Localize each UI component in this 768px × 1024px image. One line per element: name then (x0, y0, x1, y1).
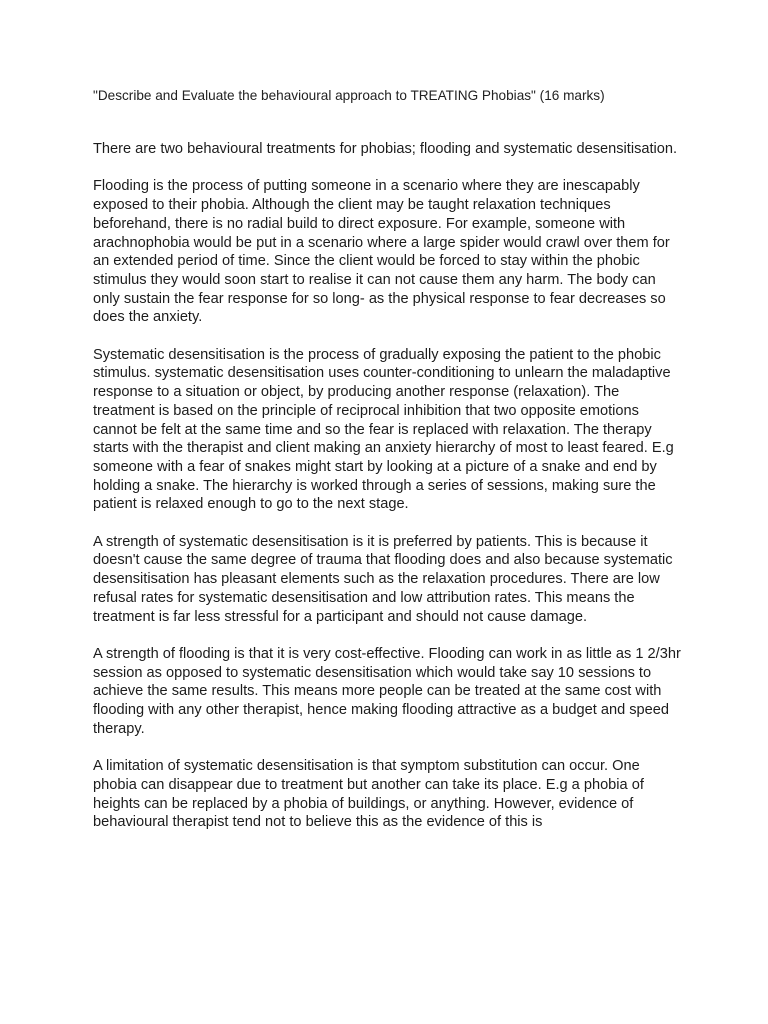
paragraph-intro: There are two behavioural treatments for phobias; flooding and systematic desensitisation. (93, 141, 678, 157)
paragraph-strength-flooding: A strength of flooding is that it is very cost-effective. Flooding can work in as little as 1 2/3hr session as opposed to systematic desensitisation which would take say 10 sessions to achieve the same results. This means more people can be treated at the same cost with flooding with any other therapist, hence making flooding attractive as a budget and speed therapy. (93, 645, 681, 737)
paragraph-limitation-sd: A limitation of systematic desensitisation is that symptom substitution can occur. One phobia can disappear due to treatment but another can take its place. E.g a phobia of heights can be replaced by a phobia of buildings, or anything. However, evidence of behavioural therapist tend not to believe this as the evidence of this is (93, 758, 644, 831)
paragraph-strength-sd: A strength of systematic desensitisation is it is preferred by patients. This is because it doesn't cause the same degree of trauma that flooding does and also because systematic desensitisation has pleasant elements such as the relaxation procedures. There are low refusal rates for systematic desensitisation and low attribution rates. This means the treatment is far less stressful for a participant and should not cause damage. (93, 533, 673, 625)
essay-question-title: "Describe and Evaluate the behavioural approach to TREATING Phobias" (16 marks) (93, 88, 605, 103)
paragraph-flooding: Flooding is the process of putting someone in a scenario where they are inescapably exposed to their phobia. Although the client may be taught relaxation techniques beforehand, there is no radial build to direct exposure. For example, someone with arachnophobia would be put in a scenario where a large spider would crawl over them for an extended period of time. Since the client would be forced to stay within the phobic stimulus they would soon start to realise it can not cause them any harm. The body can only sustain the fear response for so long- as the physical response to fear decreases so does the anxiety. (93, 178, 670, 326)
essay-body (93, 140, 683, 851)
paragraph-systematic-desensitisation: Systematic desensitisation is the process of gradually exposing the patient to the phobic stimulus. systematic desensitisation uses counter-conditioning to unlearn the maladaptive response to a situation or object, by producing another response (relaxation). The treatment is based on the principle of reciprocal inhibition that two opposite emotions cannot be felt at the same time and so the fear is replaced with relaxation. The therapy starts with the therapist and client making an anxiety hierarchy of most to least feared. E.g someone with a fear of snakes might start by looking at a picture of a snake and end by holding a snake. The hierarchy is worked through a series of sessions, making sure the patient is relaxed enough to go to the next stage. (93, 346, 674, 513)
